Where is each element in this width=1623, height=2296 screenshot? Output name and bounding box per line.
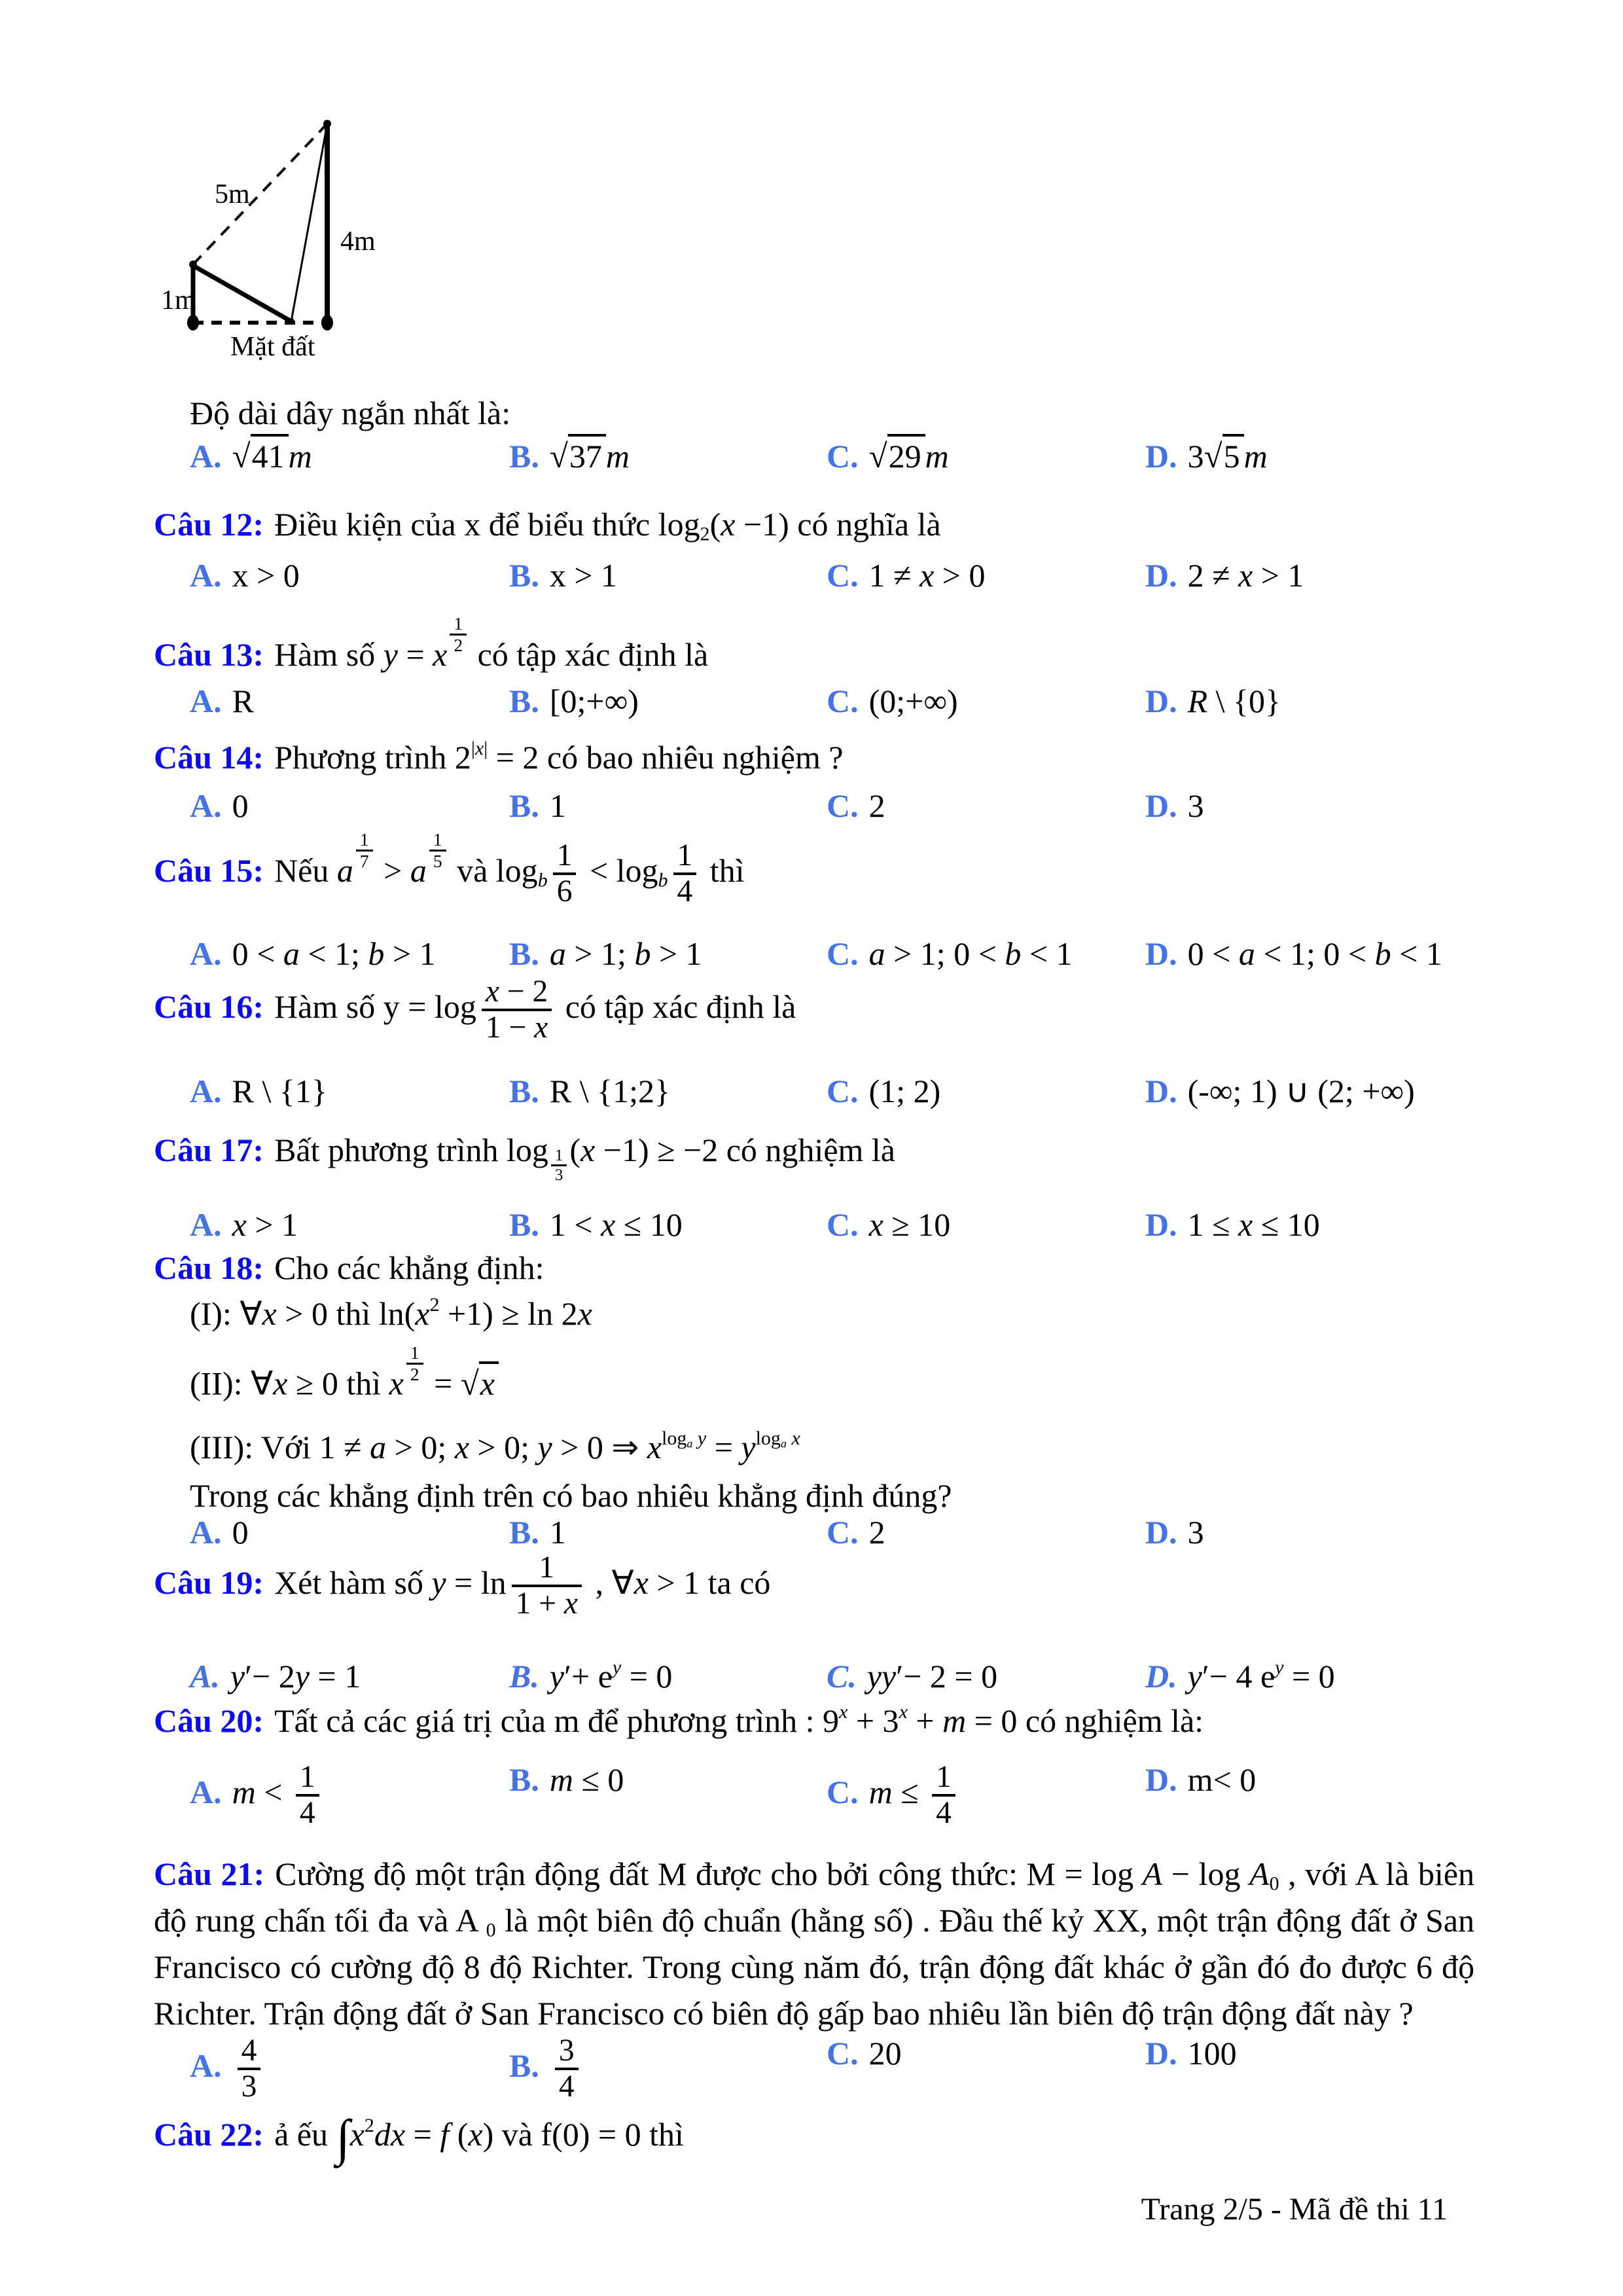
question-14 (154, 738, 1538, 776)
q16-stem: Hàm số y = log $\frac{x - 2}{1 - x}$ có tập xác định là (274, 975, 796, 1045)
q20-option-b: B. m ≤ 0 (509, 1761, 624, 1798)
q21-label: Câu 21: (154, 1856, 265, 1892)
q20-option-a: A. m < $\frac{1}{4}$ (190, 1761, 325, 1831)
q19-stem: Xét hàm số y = ln $\frac{1}{1 + x}$ , ∀x > 1 ta có (274, 1551, 771, 1621)
pole-right-top-point (323, 120, 331, 128)
figure-label-4m: 4m (340, 226, 376, 257)
q18-option-b: B. 1 (509, 1514, 566, 1551)
q18-closing: Trong các khẳng định trên có bao nhiêu khẳng định đúng? (190, 1477, 952, 1514)
q16-option-c: C. (1; 2) (827, 1073, 941, 1109)
q15-option-a: A. 0 < a < 1; b > 1 (190, 935, 436, 972)
q12-stem: Điều kiện của x để biểu thức $\log_2(x -1)$ có nghĩa là (274, 506, 941, 545)
q19-option-d: D. y′− 4 $e^y = 0$ (1145, 1657, 1335, 1695)
page-footer: Trang 2/5 - Mã đề thi 11 (1141, 2192, 1448, 2227)
q11-option-b: B. √37 m (509, 437, 630, 476)
q17-option-d: D. 1 ≤ x ≤ 10 (1145, 1206, 1320, 1243)
q19-option-b: B. $y'+ e^y = 0$ (509, 1657, 673, 1695)
q13-option-b: B. [0;+∞) (509, 683, 639, 719)
q12-option-a: A. x > 0 (190, 557, 300, 594)
figure-label-1m: 1m (161, 285, 196, 315)
q14-stem: Phương trình $2^{|x|} = 2$ có bao nhiêu nghiệm ? (274, 738, 844, 776)
q21-option-c: C. 20 (827, 2035, 902, 2072)
q22-stem: ả ếu $\int x^2dx = f$ (x) và f(0) = 0 thì (274, 2109, 684, 2166)
figure-diagram (157, 85, 393, 360)
q15-option-c: C. a > 1; 0 < b < 1 (827, 935, 1073, 972)
q17-label: Câu 17: (154, 1132, 264, 1168)
question-17 (154, 1131, 1538, 1184)
q11-stem: Độ dài dây ngắn nhất là: (190, 395, 511, 431)
q14-option-a: A. 0 (190, 787, 249, 824)
q13-stem: Hàm số y = x $\frac{1}{2}$ có tập xác định là (274, 613, 709, 673)
q18-statement-3: (III): Với 1 ≠ a > 0; x > 0; y > 0 ⇒ $x^{log_a y} = y^{log_a x}$ (190, 1427, 800, 1465)
q18-option-d: D. 3 (1145, 1514, 1204, 1551)
q13-option-c: C. (0;+∞) (827, 683, 958, 719)
question-20 (154, 1702, 1538, 1740)
q14-option-b: B. 1 (509, 787, 566, 824)
q15-option-d: D. 0 < a < 1; 0 < b < 1 (1145, 935, 1442, 972)
q11-option-d: D. 3√5 m (1145, 437, 1268, 476)
q17-stem: Bất phương trình log $\frac{1}{3}$ (x −1) ≥ −2 có nghiệm là (274, 1132, 895, 1184)
q13-option-d: D. R \ {0} (1145, 683, 1281, 719)
q17-option-a: A. x > 1 (190, 1206, 298, 1243)
q22-label: Câu 22: (154, 2116, 264, 2153)
question-16 (154, 975, 1538, 1045)
q20-stem: Tất cả các giá trị của m để phương trình : $9^x + 3^x + m = 0$ có nghiệm là: (274, 1701, 1204, 1739)
q16-label: Câu 16: (154, 988, 264, 1025)
q18-statement-2: (II): ∀x ≥ 0 thì x $\frac{1}{2}$ = √x (190, 1343, 1538, 1403)
pole-left-base-point (187, 315, 199, 331)
q18-label: Câu 18: (154, 1249, 264, 1286)
question-21 (154, 1851, 1474, 2037)
rope-left-segment (194, 266, 291, 321)
ground-mid-point (288, 318, 294, 325)
q18-header: Cho các khẳng định: (274, 1249, 544, 1286)
q16-option-d: D. (-∞; 1) ∪ (2; +∞) (1145, 1073, 1415, 1109)
q14-option-d: D. 3 (1145, 787, 1204, 824)
q12-label: Câu 12: (154, 506, 264, 543)
wire-dashed-5m (193, 124, 327, 264)
q20-label: Câu 20: (154, 1702, 264, 1739)
question-13 (154, 614, 1538, 673)
q18-option-c: C. 2 (827, 1514, 885, 1551)
question-12 (154, 505, 1538, 543)
q19-label: Câu 19: (154, 1564, 264, 1601)
q17-option-b: B. 1 < x ≤ 10 (509, 1206, 683, 1243)
q21-option-a: A. $\frac{4}{3}$ (190, 2034, 266, 2104)
q11-option-c: C. √29 m (827, 437, 949, 476)
q18-statement-1: (I): ∀x > 0 thì $\ln(x^2 +1) \ge \ln 2x$ (190, 1294, 592, 1332)
q20-option-c: C. m ≤ $\frac{1}{4}$ (827, 1761, 961, 1831)
q11-option-a: A. √41 m (190, 437, 312, 476)
q21-option-b: B. $\frac{3}{4}$ (509, 2034, 584, 2104)
q18-option-a: A. 0 (190, 1514, 249, 1551)
q12-option-b: B. x > 1 (509, 557, 618, 594)
q12-option-c: C. 1 ≠ x > 0 (827, 557, 986, 594)
question-18 (154, 1249, 1538, 1287)
rope-right-segment (291, 124, 327, 321)
q16-option-a: A. R \ {1} (190, 1073, 327, 1109)
q13-option-a: A. R (190, 683, 254, 719)
figure-label-ground: Mặt đất (230, 332, 315, 360)
q19-option-c: C. yy′− 2 = 0 (827, 1658, 998, 1695)
q14-label: Câu 14: (154, 739, 264, 776)
q17-option-c: C. x ≥ 10 (827, 1206, 951, 1243)
question-15 (154, 830, 1538, 909)
q20-option-d: D. m< 0 (1145, 1761, 1257, 1798)
q14-option-c: C. 2 (827, 787, 885, 824)
question-19 (154, 1551, 1538, 1621)
pole-right-base-point (321, 315, 333, 331)
q12-option-d: D. 2 ≠ x > 1 (1145, 557, 1304, 594)
q15-option-b: B. a > 1; b > 1 (509, 935, 702, 972)
q16-option-b: B. R \ {1;2} (509, 1073, 670, 1109)
q15-stem: Nếu a $\frac{1}{7}$ > a $\frac{1}{5}$ và $\log_b$ $\frac{1}{6}$ < $\log_b$ $\frac{1}{4}$ thì (274, 829, 745, 909)
figure-label-5m: 5m (215, 179, 250, 209)
pole-left-top-point (189, 260, 197, 268)
q21-option-d: D. 100 (1145, 2035, 1237, 2072)
question-22 (154, 2109, 1538, 2166)
q21-stem: Cường độ một trận động đất M được cho bởi công thức: $M = \log A - \log A_0$ , với A là biên độ rung chấn tối đa và A $_0$ là một biên độ chuẩn (hằng số) . Đầu thế kỷ XX, một trận động đất ở San Francisco có cường độ 8 độ Richter. Trong cùng năm đó, trận động đất khác ở gần đó đo được 6 độ Richter. Trận động đất ở San Francisco có biên độ gấp bao nhiêu lần biên độ trận động đất này ? (154, 1856, 1474, 2032)
q15-label: Câu 15: (154, 852, 264, 889)
q13-label: Câu 13: (154, 636, 264, 673)
q19-option-a: A. y′− 2y = 1 (190, 1658, 361, 1695)
